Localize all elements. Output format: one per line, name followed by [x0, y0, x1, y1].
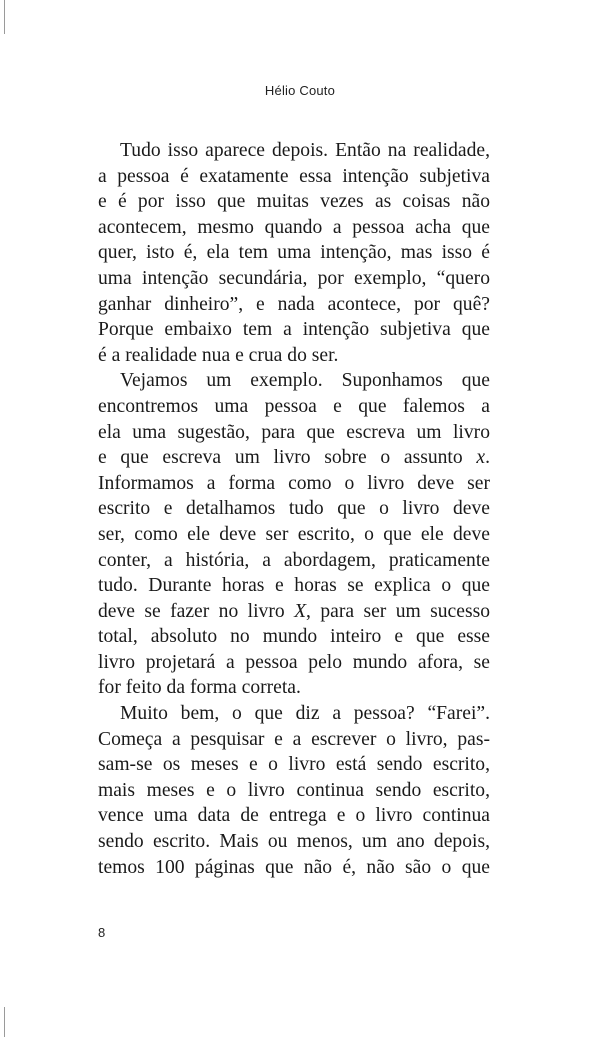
body-text: [98, 138, 490, 880]
text-line: e é por isso que muitas vezes as coisas não: [98, 191, 490, 213]
text-line: é a realidade nua e crua do ser.: [98, 344, 339, 366]
text-line: ela uma sugestão, para que escreva um livro: [98, 421, 490, 443]
page-number: 8: [98, 925, 106, 940]
text-line: ser, como ele deve ser escrito, o que ele deve: [98, 523, 490, 545]
text-line: ganhar dinheiro”, e nada acontece, por quê?: [98, 293, 490, 315]
text-line: Muito bem, o que diz a pessoa? “Farei”.: [120, 703, 490, 725]
text-line: acontecem, mesmo quando a pessoa acha que: [98, 216, 490, 238]
text-line: vence uma data de entrega e o livro continua: [98, 805, 490, 827]
text-line: Tudo isso aparece depois. Então na realidade,: [120, 140, 490, 161]
text-line: total, absoluto no mundo inteiro e que esse: [98, 626, 490, 648]
text-line: sam-se os meses e o livro está sendo escrito,: [98, 754, 490, 776]
text-line: Porque embaixo tem a intenção subjetiva que: [98, 319, 490, 341]
text-line: Começa a pesquisar e a escrever o livro, pas-: [98, 728, 490, 750]
text-line: conter, a história, a abordagem, praticamente: [98, 549, 490, 571]
crop-mark-bottom: [4, 1007, 5, 1037]
text-line: tudo. Durante horas e horas se explica o que: [98, 575, 490, 597]
text-line: Informamos a forma como o livro deve ser: [98, 472, 490, 494]
text-line: a pessoa é exatamente essa intenção subjetiva: [98, 165, 490, 187]
text-line: mais meses e o livro continua sendo escrito,: [98, 779, 490, 801]
text-line: temos 100 páginas que não é, não são o que: [98, 856, 490, 878]
paragraph-3: [98, 701, 490, 880]
text-line: encontremos uma pessoa e que falemos a: [98, 395, 490, 417]
crop-mark-top: [4, 0, 5, 34]
text-line: Vejamos um exemplo. Suponhamos que: [120, 370, 490, 392]
paragraph-1: [98, 138, 490, 368]
running-head-author: Hélio Couto: [264, 83, 336, 98]
text-line: e que escreva um livro sobre o assunto x.: [98, 447, 490, 469]
text-line: sendo escrito. Mais ou menos, um ano depois,: [98, 831, 490, 853]
paragraph-2: [98, 368, 490, 701]
text-line: deve se fazer no livro X, para ser um sucesso: [98, 600, 490, 622]
text-line: quer, isto é, ela tem uma intenção, mas isso é: [98, 242, 490, 264]
text-line: escrito e detalhamos tudo que o livro deve: [98, 498, 490, 520]
text-line: for feito da forma correta.: [98, 677, 301, 699]
text-line: uma intenção secundária, por exemplo, “quero: [98, 267, 490, 289]
text-line: livro projetará a pessoa pelo mundo afora, se: [98, 651, 490, 673]
